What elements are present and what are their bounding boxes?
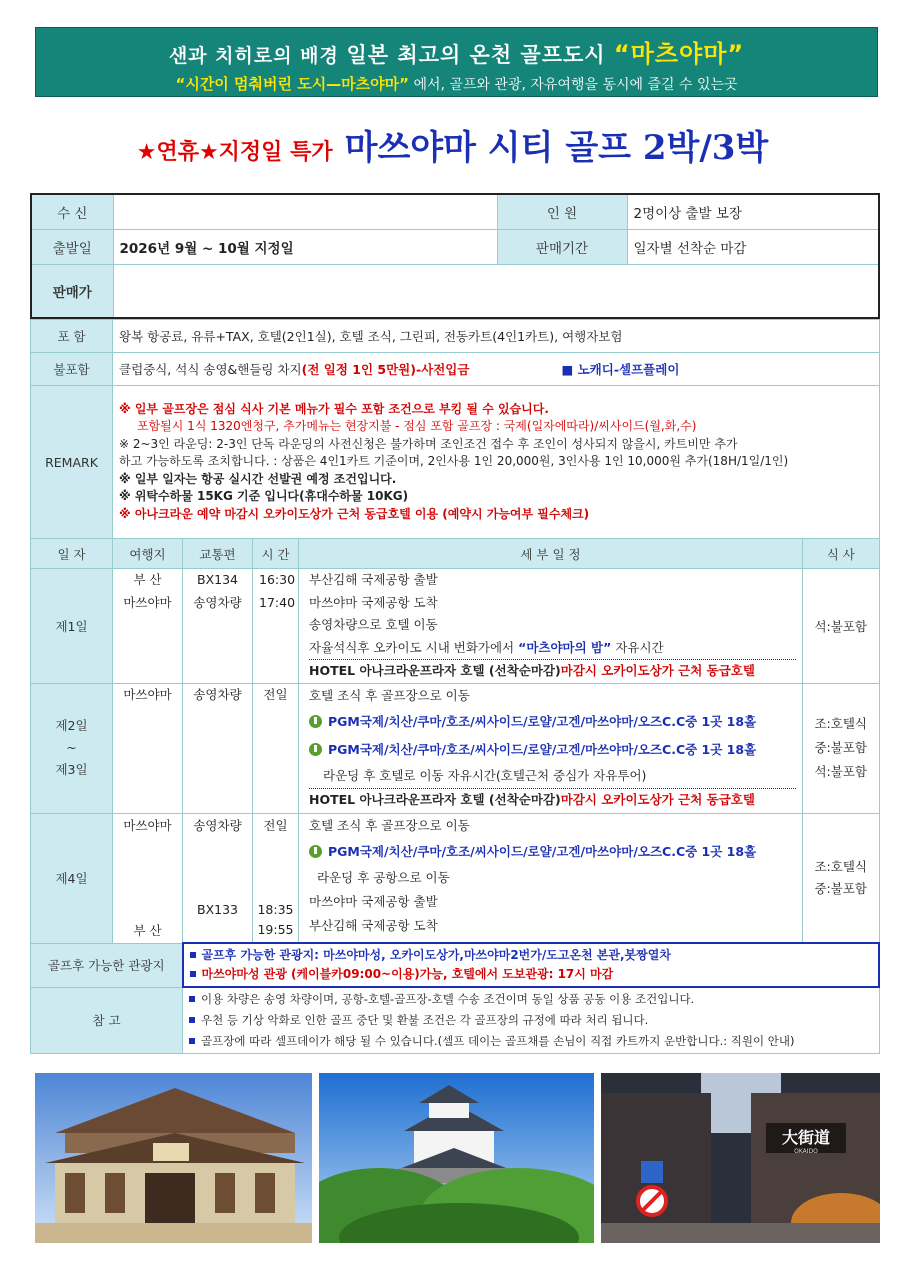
hotel-line: [309, 659, 796, 683]
street-sign-sub: OKAIDO: [794, 1148, 818, 1155]
remark-line: ※ 일부 골프장은 점심 식사 기본 메뉴가 필수 포함 조건으로 부킹 될 수 있습니다.: [119, 401, 549, 416]
day1-places: [113, 569, 183, 684]
day2-label: [31, 683, 113, 813]
header-place: 여행지: [113, 539, 183, 569]
golf-line: [309, 838, 796, 866]
bullet-icon: [190, 971, 196, 977]
meal: 중:불포함: [814, 740, 867, 755]
detail-line: 마쓰야마 국제공항 출발: [309, 893, 438, 909]
excludes-no-caddie: ■ 노캐디-셀프플레이: [561, 362, 680, 377]
note-text: 우천 등 기상 악화로 인한 골프 중단 및 환불 조건은 각 골프장의 규정에 따라 처리 됩니다.: [201, 1012, 649, 1027]
transport: 송영차량: [193, 594, 242, 610]
remark-line: 하고 가능하도록 조치합니다. : 상품은 4인1카트 기준이며, 2인사용 1인 20,000원, 3인사용 1인 10,000원 추가(18H/1일/1인): [119, 454, 789, 469]
banner-tagline: “시간이 멈춰버린 도시—마츠야마”: [175, 75, 410, 93]
time: 19:55: [257, 922, 294, 937]
place: 마쓰야마: [123, 817, 172, 833]
banner-highlight: “마츠야마”: [613, 40, 745, 68]
transport: 송영차량: [193, 686, 242, 702]
day2-place: [113, 683, 183, 813]
title-main: 마쓰야마 시티 골프 2박/3박: [344, 128, 769, 168]
banner-mid: 일본 최고의 온천 골프도시: [346, 43, 614, 67]
excludes-label: 불포함: [31, 353, 113, 386]
photo-matsuyama-castle: [319, 1073, 594, 1243]
departure-label: 출발일: [31, 230, 113, 265]
time: 17:40: [259, 594, 296, 610]
header-details: 세 부 일 정: [299, 539, 803, 569]
golf-text: PGM국제/치산/쿠마/호조/씨사이드/로얄/고겐/마쓰야마/오즈C.C중 1곳 18홀: [328, 843, 757, 859]
detail-line: 라운딩 후 공항으로 이동: [317, 869, 450, 885]
schedule-header: [31, 539, 880, 569]
day2-time: [253, 683, 299, 813]
detail-tail: 자유시간: [611, 639, 664, 655]
remark-line: ※ 아나크라운 예약 마감시 오카이도상가 근처 동급호텔 이용 (예약시 가능여부 필수체크): [119, 506, 590, 521]
remark-line: ※ 2~3인 라운딩: 2-3인 단독 라운딩의 사전신청은 불가하며 조인조건 접수 후 조인이 성사되지 않을시, 카트비만 추가: [119, 436, 738, 451]
page-title: [0, 120, 905, 169]
day2-transport: [183, 683, 253, 813]
note-line: [189, 1031, 873, 1052]
sightseeing-text: 마쓰야마성 관광 (케이블카09:00~이용)가능, 호텔에서 도보관광: 17시 마감: [201, 967, 614, 981]
banner-line-1: [36, 34, 877, 69]
header-time: 시 간: [253, 539, 299, 569]
flight-number: BX134: [197, 572, 238, 587]
price-value: [113, 265, 879, 319]
schedule-row-day1: [31, 569, 880, 684]
flight-number: BX133: [197, 902, 238, 917]
day4-places: [113, 813, 183, 943]
time: 18:35: [257, 902, 294, 917]
place: 마쓰야마: [123, 594, 172, 610]
includes-value: 왕복 항공료, 유류+TAX, 호텔(2인1실), 호텔 조식, 그린피, 전동카트(4인1카트), 여행자보험: [113, 320, 880, 353]
day1-meal: 석:불포함: [803, 569, 880, 684]
excludes-text: 클럽중식, 석식 송영&핸들링 차지: [119, 362, 302, 377]
time: 전일: [263, 686, 288, 702]
note-text: 골프장에 따라 셀프데이가 해당 될 수 있습니다.(셀프 데이는 골프채를 손님이 직접 카트까지 운반합니다.: 직원이 안내): [201, 1033, 795, 1048]
bullet-icon: [189, 996, 195, 1002]
day1-label: 제1일: [31, 569, 113, 684]
sightseeing-row: [31, 943, 880, 987]
day-text: ~: [66, 740, 77, 755]
day1-details: [299, 569, 803, 684]
detail-line: 부산김해 국제공항 도착: [309, 917, 438, 933]
banner-tagline-rest: 에서, 골프와 관광, 자유여행을 동시에 즐길 수 있는곳: [409, 77, 738, 93]
remark-label: REMARK: [31, 386, 113, 539]
golf-text: PGM국제/치산/쿠마/호조/씨사이드/로얄/고겐/마쓰야마/오즈C.C중 1곳 18홀: [328, 741, 757, 757]
golf-line: [309, 708, 796, 736]
notes-content: [183, 987, 880, 1053]
schedule-row-day2: [31, 683, 880, 813]
hotel-name: HOTEL 아나크라운프라자 호텔 (선착순마감): [309, 791, 561, 807]
day4-meals: [803, 813, 880, 943]
note-line: [189, 1010, 873, 1031]
day2-details: [299, 683, 803, 813]
place: 부 산: [133, 922, 162, 938]
hotel-alt: 마감시 오카이도상가 근처 동급호텔: [560, 663, 755, 678]
meal: 석:불포함: [814, 764, 867, 779]
day4-details: [299, 813, 803, 943]
day4-label: 제4일: [31, 813, 113, 943]
hotel-alt: 마감시 오카이도상가 근처 동급호텔: [560, 791, 755, 807]
header-meal: 식 사: [803, 539, 880, 569]
title-prefix: ★연휴★지정일 특가: [136, 140, 333, 165]
excludes-charge: (전 일정 1인 5만원)-사전입금: [301, 362, 470, 377]
hotel-name: HOTEL 아나크라운프라자 호텔 (선착순마감): [309, 663, 561, 678]
meal: 조:호텔식: [814, 716, 867, 731]
time: 16:30: [259, 572, 296, 587]
day1-times: [253, 569, 299, 684]
note-line: [189, 989, 873, 1010]
detail-table: [30, 319, 880, 1054]
recipient-label: 수 신: [31, 194, 113, 230]
day4-times: [253, 813, 299, 943]
street-sign-text: 大街道: [781, 1128, 831, 1147]
banner-line-2: [36, 73, 877, 94]
golf-text: PGM국제/치산/쿠마/호조/씨사이드/로얄/고겐/마쓰야마/오즈C.C중 1곳 18홀: [328, 713, 757, 729]
day1-transport: [183, 569, 253, 684]
schedule-row-day4: [31, 813, 880, 943]
header-banner: [35, 27, 878, 97]
remark-line: 포함될시 1식 1320엔청구, 추가메뉴는 현장지불 - 점심 포함 골프장 : 국제(일자에따라)/씨사이드(월,화,수): [137, 419, 697, 434]
day-text: 제3일: [55, 762, 88, 777]
people-label: 인 원: [497, 194, 627, 230]
place: 부 산: [133, 572, 162, 587]
header-transport: 교통편: [183, 539, 253, 569]
notes-row: [31, 987, 880, 1053]
sightseeing-line: [190, 946, 873, 965]
hotel-line: [309, 788, 796, 811]
meal: 중:불포함: [814, 880, 867, 896]
place: 마쓰야마: [123, 686, 172, 702]
header-day: 일 자: [31, 539, 113, 569]
recipient-value: [113, 194, 497, 230]
bullet-icon: [190, 952, 196, 958]
sale-period-label: 판매기간: [497, 230, 627, 265]
golf-icon: [309, 845, 322, 858]
sightseeing-content: [183, 943, 880, 987]
golf-icon: [309, 715, 322, 728]
remark-line: ※ 일부 일자는 항공 실시간 선발권 예정 조건입니다.: [119, 471, 397, 486]
includes-label: 포 함: [31, 320, 113, 353]
sale-period-value: 일자별 선착순 마감: [627, 230, 879, 265]
meal: 조:호텔식: [814, 858, 867, 874]
detail-line: 라운딩 후 호텔로 이동 자유시간(호텔근처 중심가 자유투어): [323, 767, 647, 783]
detail-line: [309, 637, 796, 660]
golf-icon: [309, 743, 322, 756]
bullet-icon: [189, 1017, 195, 1023]
transport: 송영차량: [193, 817, 242, 833]
detail-highlight: “마츠야마의 밤”: [518, 639, 612, 655]
day-text: 제2일: [55, 718, 88, 733]
notes-label: 참 고: [31, 987, 183, 1053]
sightseeing-label: 골프후 가능한 관광지: [31, 943, 183, 987]
people-value: 2명이상 출발 보장: [627, 194, 879, 230]
departure-value: 2026년 9월 ~ 10월 지정일: [113, 230, 497, 265]
detail-text: 자율석식후 오카이도 시내 번화가에서: [309, 639, 519, 655]
detail-line: 마쓰야마 국제공항 도착: [309, 594, 438, 610]
sightseeing-line: [190, 965, 873, 984]
day2-meals: [803, 683, 880, 813]
remark-line: ※ 위탁수하물 15KG 기준 입니다(휴대수하물 10KG): [119, 489, 409, 504]
photo-okaido-street: [601, 1073, 880, 1243]
banner-pre: 샌과 치히로의 배경: [168, 45, 347, 67]
photo-dogo-onsen: [35, 1073, 312, 1243]
excludes-value: [113, 353, 880, 386]
day4-transport: [183, 813, 253, 943]
remark-content: [113, 386, 880, 539]
time: 전일: [263, 817, 288, 833]
detail-line: 부산김해 국제공항 출발: [309, 572, 438, 587]
detail-line: 호텔 조식 후 골프장으로 이동: [309, 687, 470, 703]
info-table: [30, 193, 880, 319]
price-label: 판매가: [31, 265, 113, 319]
note-text: 이용 차량은 송영 차량이며, 공항-호텔-골프장-호텔 수송 조건이며 동일 상품 공동 이용 조건입니다.: [201, 991, 695, 1006]
golf-line: [309, 736, 796, 764]
detail-line: 호텔 조식 후 골프장으로 이동: [309, 817, 470, 833]
bullet-icon: [189, 1038, 195, 1044]
detail-line: 송영차량으로 호텔 이동: [309, 617, 438, 632]
sightseeing-text: 골프후 가능한 관광지: 마쓰야마성, 오카이도상가,마쓰야마2번가/도고온천 본관,봇짱열차: [201, 948, 671, 962]
